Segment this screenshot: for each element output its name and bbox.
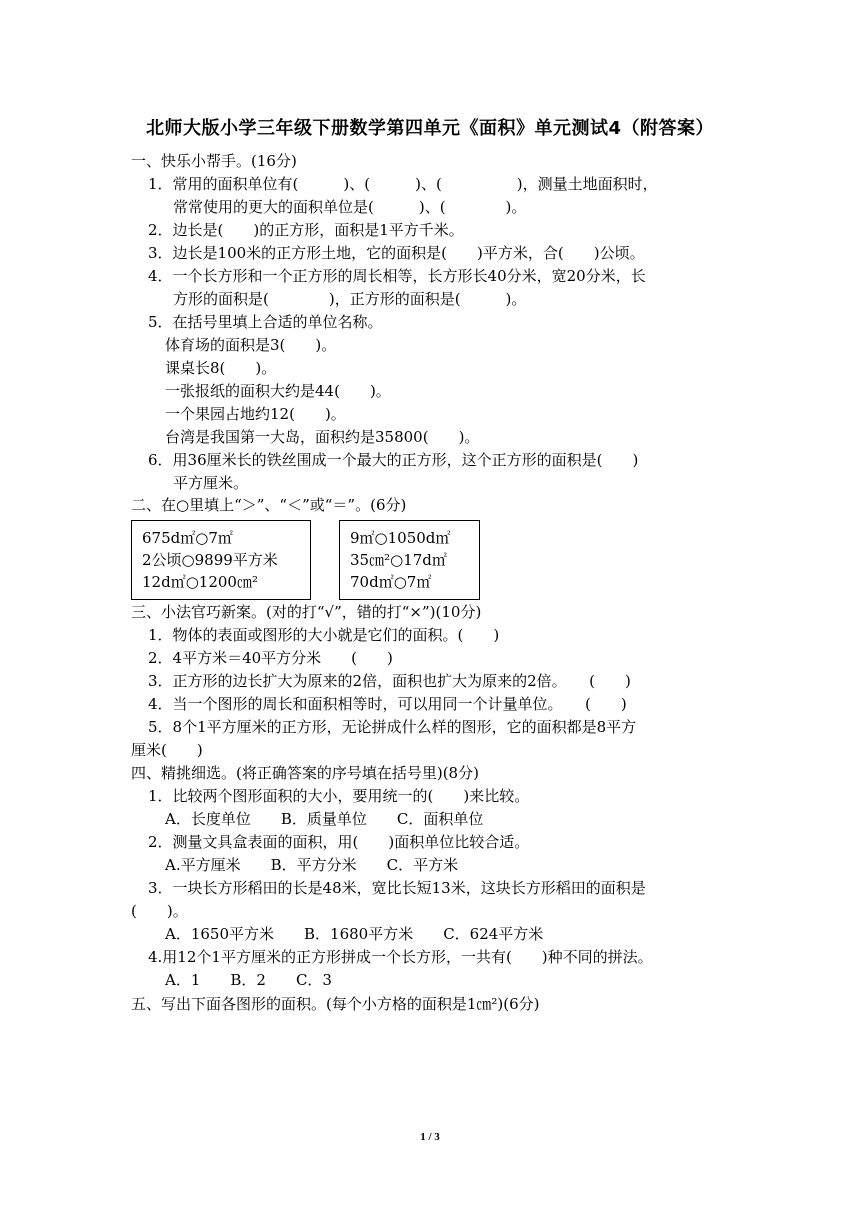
q3-1: 1．物体的表面或图形的大小就是它们的面积。( )	[148, 626, 500, 644]
q1-5-e: 台湾是我国第一大岛，面积约是35800( )。	[165, 428, 480, 446]
q4-1-options: A．长度单位 B．质量单位 C．面积单位	[165, 810, 484, 828]
q1-5-c: 一张报纸的面积大约是44( )。	[165, 382, 391, 400]
q4-2: 2．测量文具盒表面的面积，用( )面积单位比较合适。	[148, 833, 530, 851]
q1-5-d: 一个果园占地约12( )。	[165, 405, 346, 423]
comparison-box-left	[131, 520, 311, 600]
section-1-heading: 一、快乐小帮手。(16分)	[131, 152, 297, 170]
comparison-item: 12d㎡○1200㎝²	[142, 573, 258, 591]
q4-4-options: A．1 B．2 C．3	[165, 971, 332, 989]
page-title: 北师大版小学三年级下册数学第四单元《面积》单元测试4（附答案）	[145, 118, 715, 139]
q4-4: 4.用12个1平方厘米的正方形拼成一个长方形，一共有( )种不同的拼法。	[148, 948, 653, 966]
q4-3-options: A．1650平方米 B．1680平方米 C．624平方米	[165, 925, 544, 943]
q4-3-line-2: ( )。	[131, 902, 188, 920]
section-3-heading: 三、小法官巧新案。(对的打“√”，错的打“×”)(10分)	[131, 603, 482, 621]
q4-1: 1．比较两个图形面积的大小，要用统一的( )来比较。	[148, 787, 530, 805]
q3-5-line-2: 厘米( )	[131, 741, 203, 759]
q3-2: 2．4平方米＝40平方分米 ( )	[148, 649, 393, 667]
section-5-heading: 五、写出下面各图形的面积。(每个小方格的面积是1㎝²)(6分)	[131, 995, 540, 1013]
q3-5-line-1: 5．8个1平方厘米的正方形，无论拼成什么样的图形，它的面积都是8平方	[148, 718, 637, 736]
q3-3: 3．正方形的边长扩大为原来的2倍，面积也扩大为原来的2倍。 ( )	[148, 672, 631, 690]
section-4-heading: 四、精挑细选。(将正确答案的序号填在括号里)(8分)	[131, 764, 479, 782]
q4-2-options: A.平方厘米 B．平方分米 C．平方米	[165, 856, 459, 874]
section-2-heading: 二、在○里填上“＞”、“＜”或“＝”。(6分)	[131, 496, 407, 514]
q1-3: 3．边长是100米的正方形土地，它的面积是( )平方米，合( )公顷。	[148, 244, 645, 262]
q1-5-b: 课桌长8( )。	[165, 359, 277, 377]
q1-4-line-1: 4．一个长方形和一个正方形的周长相等，长方形长40分米，宽20分米，长	[148, 267, 646, 285]
q4-3-line-1: 3．一块长方形稻田的长是48米，宽比长短13米，这块长方形稻田的面积是	[148, 879, 646, 897]
comparison-item: 35㎝²○17d㎡	[350, 551, 447, 569]
q1-5-a: 体育场的面积是3( )。	[165, 336, 337, 354]
comparison-box-right	[339, 520, 480, 600]
comparison-item: 9㎡○1050d㎡	[350, 529, 451, 547]
comparison-item: 675d㎡○7㎡	[142, 529, 233, 547]
q1-1-line-1: 1．常用的面积单位有( )、( )、( )，测量土地面积时，	[148, 175, 658, 193]
q1-1-line-2: 常常使用的更大的面积单位是( )、( )。	[173, 198, 527, 216]
q1-4-line-2: 方形的面积是( )，正方形的面积是( )。	[173, 290, 527, 308]
comparison-item: 2公顷○9899平方米	[142, 551, 278, 569]
q1-6-line-2: 平方厘米。	[173, 474, 249, 492]
q3-4: 4．当一个图形的周长和面积相等时，可以用同一个计量单位。 ( )	[148, 695, 627, 713]
q1-5: 5．在括号里填上合适的单位名称。	[148, 313, 383, 331]
q1-2: 2．边长是( )的正方形，面积是1平方千米。	[148, 221, 464, 239]
q1-6-line-1: 6．用36厘米长的铁丝围成一个最大的正方形，这个正方形的面积是( )	[148, 451, 639, 469]
page-number: 1 / 3	[420, 1131, 440, 1143]
comparison-item: 70d㎡○7㎡	[350, 573, 432, 591]
